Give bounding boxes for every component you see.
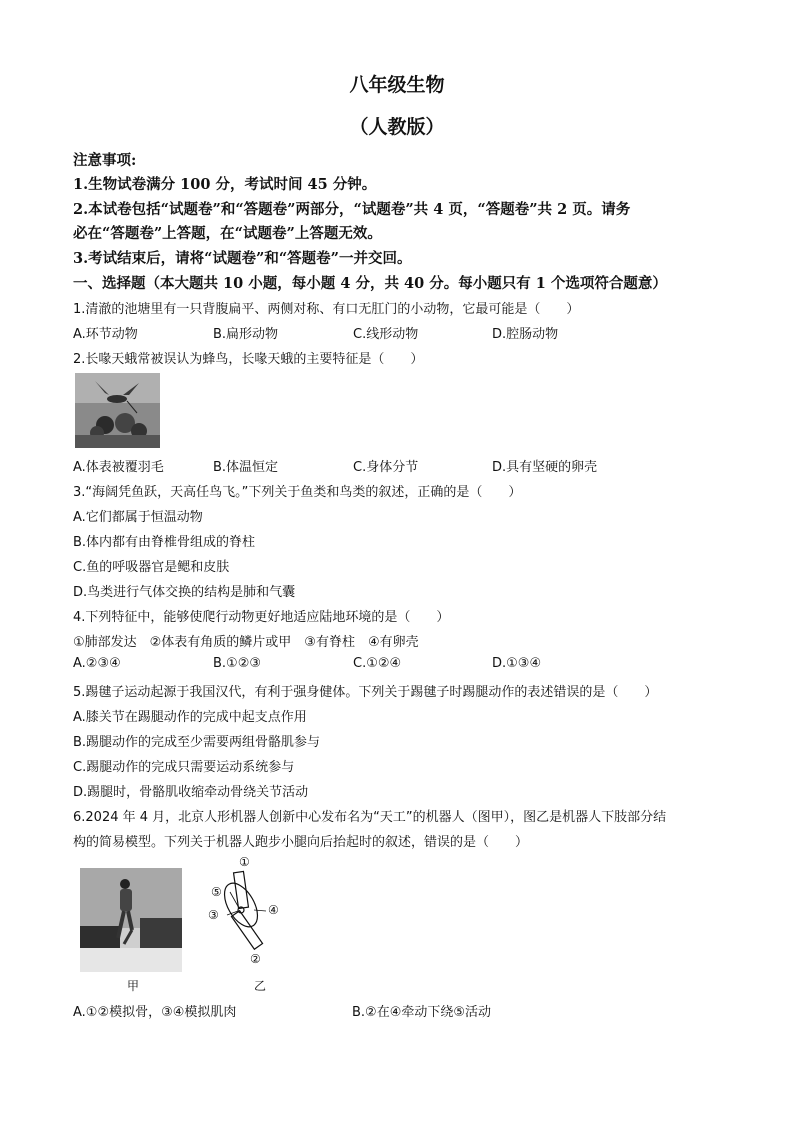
question-stem: 构的简易模型。下列关于机器人跑步小腿向后抬起时的叙述，错误的是（ ） [73, 835, 529, 850]
option: B.扁形动物 [213, 327, 279, 342]
section-heading: 一、选择题（本大题共 10 小题，每小题 4 分，共 40 分。每小题只有 1 个选项符合题意） [73, 275, 667, 292]
label-3: ③ [208, 908, 219, 922]
option: A.膝关节在踢腿动作的完成中起支点作用 [73, 710, 307, 725]
page-title: 八年级生物 [349, 74, 445, 96]
option: A.①②模拟骨，③④模拟肌肉 [73, 1005, 237, 1020]
question-stem: 5.踢毽子运动起源于我国汉代，有利于强身健体。下列关于踢毽子时踢腿动作的表述错误的是（ ） [73, 685, 658, 700]
feature-list: ①肺部发达 ②体表有角质的鳞片或甲 ③有脊柱 ④有卵壳 [73, 635, 419, 650]
option: C.①②④ [353, 656, 402, 671]
option: B.踢腿动作的完成至少需要两组骨骼肌参与 [73, 735, 321, 750]
option: B.体内都有由脊椎骨组成的脊柱 [73, 535, 256, 550]
option: D.具有坚硬的卵壳 [492, 460, 598, 475]
question-stem: 6.2024 年 4 月，北京人形机器人创新中心发布名为“天工”的机器人（图甲），图乙是机器人下肢部分结 [73, 810, 667, 825]
robot-photo-graphic [80, 868, 182, 972]
option: B.①②③ [213, 656, 262, 671]
option: C.踢腿动作的完成只需要运动系统参与 [73, 760, 295, 775]
option: D.腔肠动物 [492, 327, 559, 342]
label-1: ① [239, 855, 250, 869]
notes-heading: 注意事项: [73, 152, 137, 169]
question-stem: 3.“海阔凭鱼跃，天高任鸟飞。”下列关于鱼类和鸟类的叙述，正确的是（ ） [73, 485, 522, 500]
option: A.环节动物 [73, 327, 138, 342]
question-stem: 2.长喙天蛾常被误认为蜂鸟，长喙天蛾的主要特征是（ ） [73, 352, 424, 367]
figure-caption-b: 乙 [254, 979, 267, 993]
option: D.踢腿时，骨骼肌收缩牵动骨绕关节活动 [73, 785, 309, 800]
label-5: ⑤ [211, 885, 222, 899]
option: C.线形动物 [353, 327, 419, 342]
option: B.②在④牵动下绕⑤活动 [352, 1005, 492, 1020]
hawkmoth-photo-graphic [75, 373, 160, 448]
question-stem: 1.清澈的池塘里有一只背腹扁平、两侧对称、有口无肛门的小动物，它最可能是（ ） [73, 302, 580, 317]
robot-photo [80, 868, 182, 972]
hawkmoth-photo [75, 373, 160, 448]
option: A.②③④ [73, 656, 121, 671]
figure-caption-a: 甲 [127, 979, 140, 993]
question-stem: 4.下列特征中，能够使爬行动物更好地适应陆地环境的是（ ） [73, 610, 450, 625]
note-item: 1.生物试卷满分 100 分，考试时间 45 分钟。 [73, 176, 377, 193]
option: D.①③④ [492, 656, 542, 671]
note-item: 必在“答题卷”上答题，在“试题卷”上答题无效。 [73, 225, 382, 242]
option: C.身体分节 [353, 460, 419, 475]
note-item: 3.考试结束后，请将“试题卷”和“答题卷”一并交回。 [73, 250, 412, 267]
page-subtitle: （人教版） [349, 116, 445, 138]
label-4: ④ [268, 903, 279, 917]
option: A.体表被覆羽毛 [73, 460, 164, 475]
option: B.体温恒定 [213, 460, 279, 475]
option: D.鸟类进行气体交换的结构是肺和气囊 [73, 585, 296, 600]
note-item: 2.本试卷包括“试题卷”和“答题卷”两部分，“试题卷”共 4 页，“答题卷”共 2 页。请务 [73, 201, 631, 218]
label-2: ② [250, 952, 261, 966]
option: C.鱼的呼吸器官是鳃和皮肤 [73, 560, 230, 575]
option: A.它们都属于恒温动物 [73, 510, 203, 525]
